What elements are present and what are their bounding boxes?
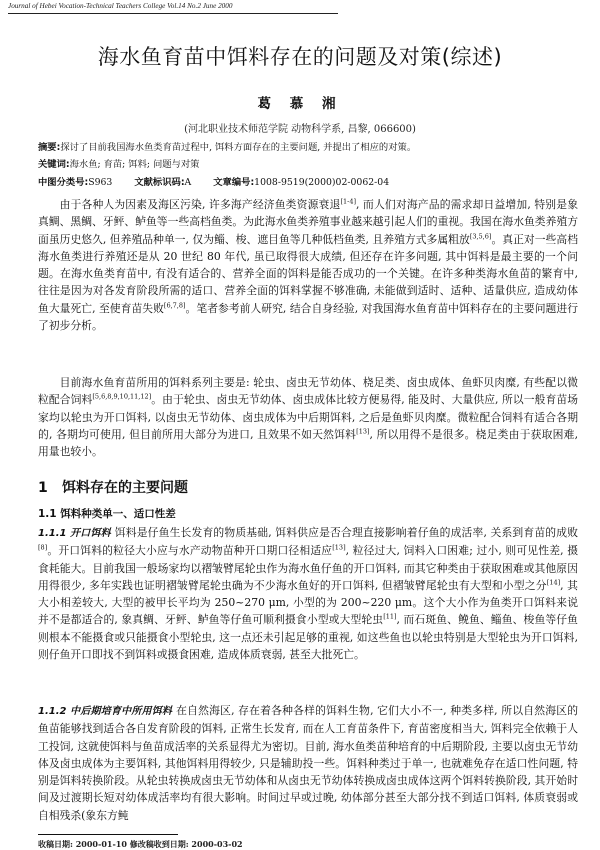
keywords-text: 海水鱼; 育苗; 饵料; 问题与对策 bbox=[69, 159, 200, 170]
section-number: 1 bbox=[38, 480, 48, 496]
citation: [11] bbox=[383, 612, 397, 621]
citation: [13] bbox=[356, 427, 370, 436]
text-run: , 其大小相差较大, 大型的被甲长平均为 250~270 μm, 小型的为 200~220 μm。这个大小作为鱼类开口饵料来说并不是都适合的, 象真鲷、牙鲆、鲈鱼等仔鱼可顺利摄食小型或大型轮虫 bbox=[38, 578, 578, 627]
item-label: 1.1.1 开口饵料 bbox=[38, 528, 111, 539]
affiliation: (河北职业技术师范学院 动物科学系, 昌黎, 066600) bbox=[184, 124, 416, 135]
author-name: 葛 慕 湘 bbox=[257, 96, 343, 112]
text-run: 。由于轮虫、卤虫无节幼体、卤虫成体比较方便易得, 能及时、大量供应, 所以一般育苗场家均以轮虫为开口饵料, 以卤虫无节幼体、卤虫成体为中后期饵料, 之后是鱼虾贝肉糜。微粒配合饲料有适合各期的, 各期均可使用, 但目前所用大部分为进口, 且效果不如天然饵料 bbox=[38, 393, 578, 441]
text-run: 。真正对一些高档海水鱼类进行养殖还是从 20 世纪 80 年代, 虽已取得很大成绩, 但还存在许多问题, 其中饵料是最主要的一个问题。在海水鱼类育苗中, 有没有适合的、营养全面的饵料是能否成功的一个关键。在许多种类海水鱼苗的繁育中, 往往是因为对各发育阶段所需的适口、营养全面的饵料掌握不够准确, 未能做到适时、适种、适量供应, 造成幼体鱼大量死亡, 至使育苗失败 bbox=[38, 232, 578, 315]
doc-code-label: 文献标识码: bbox=[134, 177, 185, 188]
citation: [5,6,8,9,10,11,12] bbox=[92, 392, 152, 401]
article-title: 海水鱼育苗中饵料存在的问题及对策(综述) bbox=[97, 45, 503, 69]
citation: [14] bbox=[546, 578, 561, 587]
article-number-value: 1008-9519(2000)02-0062-04 bbox=[254, 177, 390, 188]
text-run: 。开口饵料的粒径大小应与水产动物苗种开口期口径相适应 bbox=[47, 544, 333, 558]
item-label: 1.1.2 中后期培育中所用饵料 bbox=[38, 706, 173, 717]
text-run: , 而石斑鱼、𩾃鱼、鲻鱼、梭鱼等仔鱼则根本不能摄食或只能摄食小型轮虫, 这一点还未引起足够的重视, 如这些鱼也以轮虫特别是大型轮虫为开口饵料, 则仔鱼开口即找不到饵料或摄食困难, 造成体质衰弱, 甚至大批死亡。 bbox=[38, 613, 578, 662]
item-1-1-1 bbox=[38, 524, 578, 698]
article-number-label: 文章编号: bbox=[213, 177, 255, 188]
doc-code-value: A bbox=[184, 177, 192, 188]
abstract-label: 摘要: bbox=[38, 142, 61, 153]
citation: [8] bbox=[38, 543, 48, 552]
section-heading bbox=[38, 478, 578, 498]
received-date-footnote: 收稿日期: 2000-01-10 修改稿收到日期: 2000-03-02 bbox=[38, 839, 243, 849]
citation: [3,5,6] bbox=[469, 232, 492, 240]
footnote-rule bbox=[38, 834, 178, 835]
subsection-title: 饵料种类单一、适口性差 bbox=[60, 508, 176, 520]
subsection-heading bbox=[38, 506, 578, 522]
classification-line bbox=[38, 175, 578, 190]
abstract bbox=[38, 140, 578, 155]
subsection-number: 1.1 bbox=[38, 508, 57, 520]
citation: [6,7,8] bbox=[163, 301, 186, 310]
keywords bbox=[38, 157, 578, 172]
clc-value: S963 bbox=[88, 177, 113, 188]
citation: [13] bbox=[332, 543, 346, 552]
keywords-label: 关键词: bbox=[38, 159, 70, 170]
clc-label: 中图分类号: bbox=[38, 177, 89, 188]
text-run: 目前海水鱼育苗所用的饵料系列主要是: 轮虫、卤虫无节幼体、桡足类、卤虫成体、鱼虾贝肉糜, 有些配以微粒配合饲料 bbox=[38, 376, 578, 407]
intro-paragraph-1 bbox=[38, 196, 578, 372]
text-run: 饵料是仔鱼生长发育的物质基础, 饵料供应是否合理直接影响着仔鱼的成活率, 关系到育苗的成败 bbox=[114, 526, 578, 539]
citation: [1-4] bbox=[340, 197, 356, 206]
item-1-1-2 bbox=[38, 702, 578, 827]
text-run: , 而人们对海产品的需求却日益增加, 特别是象真鲷、黑鲷、牙鲆、鲈鱼等一些高档鱼类。为此海水鱼类养殖事业越来越引起人们的重视。我国在海水鱼类养殖方面虽历史悠久, 但养殖品种单一, 仅为鲻、梭、遮目鱼等几种低档鱼类, 且养殖方式多属粗放 bbox=[38, 198, 578, 246]
text-run: 在自然海区, 存在着各种各样的饵料生物, 它们大小不一, 种类多样, 所以自然海区的鱼苗能够找到适合各自发育阶段的饵料, 正常生长发育, 而在人工育苗条件下, 育苗密度相当大, 饵料完全依赖于人工投饲, 这就使饵料与鱼苗成活率的关系显得尤为密切。目前, 海水鱼类苗种培育的中后期阶段, 主要以卤虫无节幼体及卤虫成体为主要饵料, 其他饵料用得较少, 只是辅助投一些。饵料种类过于单一, 也就难免存在适口性问题, 特别是饵料转换阶段。从轮虫转换成卤虫无节幼体和从卤虫无节幼体转换成卤虫成体这两个饵料转换阶段, 其开始时间及过渡期长短对幼体成活率均有很大影响。时间过早或过晚, 幼体部分甚至大部分找不到适口饵料, 体质衰弱或自相残杀(象东方鲀 bbox=[38, 704, 578, 822]
text-run: , 所以用得不是很多。桡足类由于获取困难, 用量也较小。 bbox=[38, 427, 578, 459]
text-run: 由于各种人为因素及海区污染, 许多海产经济鱼类资源衰退 bbox=[59, 198, 341, 211]
intro-paragraph-2 bbox=[38, 374, 578, 464]
text-run: , 粒径过大, 饲料入口困难; 过小, 则可见性差, 摄食耗能大。目前我国一般场家均以褶皱臂尾轮虫作为海水鱼仔鱼的开口饵料, 而其它种类由于获取困难或其他原因用得很少, 多年实践也证明褶皱臂尾轮虫确为不少海水鱼好的开口饵料, 但褶皱臂尾轮虫有大型和小型之分 bbox=[38, 544, 578, 592]
section-title: 饵料存在的主要问题 bbox=[62, 480, 188, 496]
running-header: Journal of Hebei Vocation-Technical Teachers College Vol.14 No.2 June 2000 bbox=[8, 2, 233, 10]
header-rule bbox=[8, 13, 338, 14]
abstract-text: 探讨了目前我国海水鱼类育苗过程中, 饵料方面存在的主要问题, 并提出了相应的对策。 bbox=[60, 142, 417, 153]
text-run: 。笔者参考前人研究, 结合自身经验, 对我国海水鱼育苗中饵料存在的主要问题进行了初步分析。 bbox=[38, 301, 578, 333]
